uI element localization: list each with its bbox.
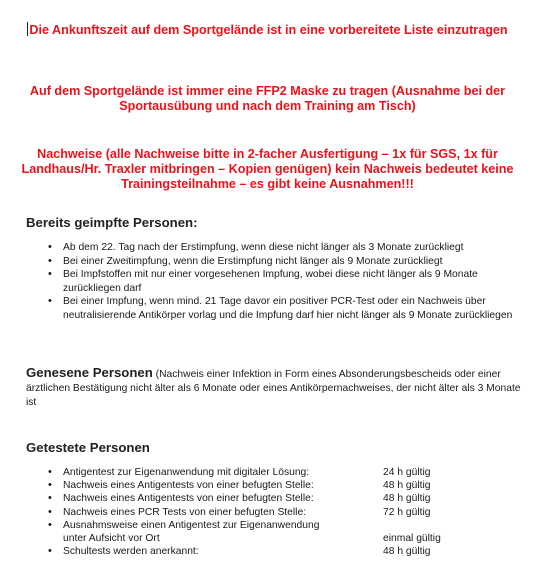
vaccinated-list <box>37 241 515 323</box>
test-item <box>37 545 515 558</box>
test-item-continuation <box>37 532 515 545</box>
tested-heading: Getestete Personen <box>26 440 150 455</box>
test-label: unter Aufsicht vor Ort <box>63 532 160 544</box>
test-item <box>37 519 515 532</box>
test-label: Nachweis eines Antigentests von einer befugten Stelle: <box>63 480 314 492</box>
recovered-heading: Genesene Personen <box>26 365 153 380</box>
list-item: • Bei Impfstoffen mit nur einer vorgesehenen Impfung, wobei diese nicht länger als 9 Monate zurückliegen darf <box>37 268 515 295</box>
mask-notice: Auf dem Sportgelände ist immer eine FFP2 Maske zu tragen (Ausnahme bei der Sportausübung und nach dem Training am Tisch) <box>29 84 506 113</box>
test-validity: 48 h gültig <box>383 480 431 492</box>
test-validity: 48 h gültig <box>383 493 431 505</box>
test-item <box>37 492 515 505</box>
test-label: Schultests werden anerkannt: <box>63 546 199 558</box>
test-validity: 48 h gültig <box>383 546 431 558</box>
proofs-notice: Nachweise (alle Nachweise bitte in 2-facher Ausfertigung – 1x für SGS, 1x für Landhaus/Hr. Traxler mitbringen – Kopien genügen) kein Nachweis bedeutet keine Trainingsteilnahme – es gibt keine Ausnahmen!!! <box>21 147 514 191</box>
test-validity: 24 h gültig <box>383 467 431 478</box>
recovered-paragraph <box>26 366 521 409</box>
vaccinated-heading: Bereits geimpfte Personen: <box>26 215 198 230</box>
arrival-notice <box>20 22 515 38</box>
test-label: Antigentest zur Eigenanwendung mit digitaler Lösung: <box>63 467 310 478</box>
list-item: • Bei einer Impfung, wenn mind. 21 Tage davor ein positiver PCR-Test oder ein Nachweis über neutralisierende Antikörper vorlag und die Impfung darf hier nicht länger als 9 Monate zurückliegen <box>37 295 515 322</box>
test-label: Nachweis eines PCR Tests von einer befugten Stelle: <box>63 506 307 518</box>
test-validity: 72 h gültig <box>383 506 431 518</box>
list-item: • Ab dem 22. Tag nach der Erstimpfung, wenn diese nicht länger als 3 Monate zurückliegt <box>37 241 515 255</box>
list-item: • Bei einer Zweitimpfung, wenn die Erstimpfung nicht länger als 9 Monate zurückliegt <box>37 255 515 269</box>
test-label: Nachweis eines Antigentests von einer befugten Stelle: <box>63 493 314 505</box>
test-item <box>37 506 515 519</box>
tested-list <box>37 466 515 558</box>
test-validity: einmal gültig <box>383 532 441 544</box>
arrival-notice-text: Die Ankunftszeit auf dem Sportgelände ist in eine vorbereitete Liste einzutragen <box>29 23 508 37</box>
test-item <box>37 466 515 479</box>
test-item <box>37 479 515 492</box>
test-label: Ausnahmsweise einen Antigentest zur Eigenanwendung <box>63 519 320 531</box>
recovered-text: (Nachweis einer Infektion in Form eines Absonderungsbescheids oder einer ärztlichen Bestätigung nicht älter als 6 Monate oder eines Antikörpernachweises, der nicht älter als 3 Monate ist <box>26 369 521 408</box>
